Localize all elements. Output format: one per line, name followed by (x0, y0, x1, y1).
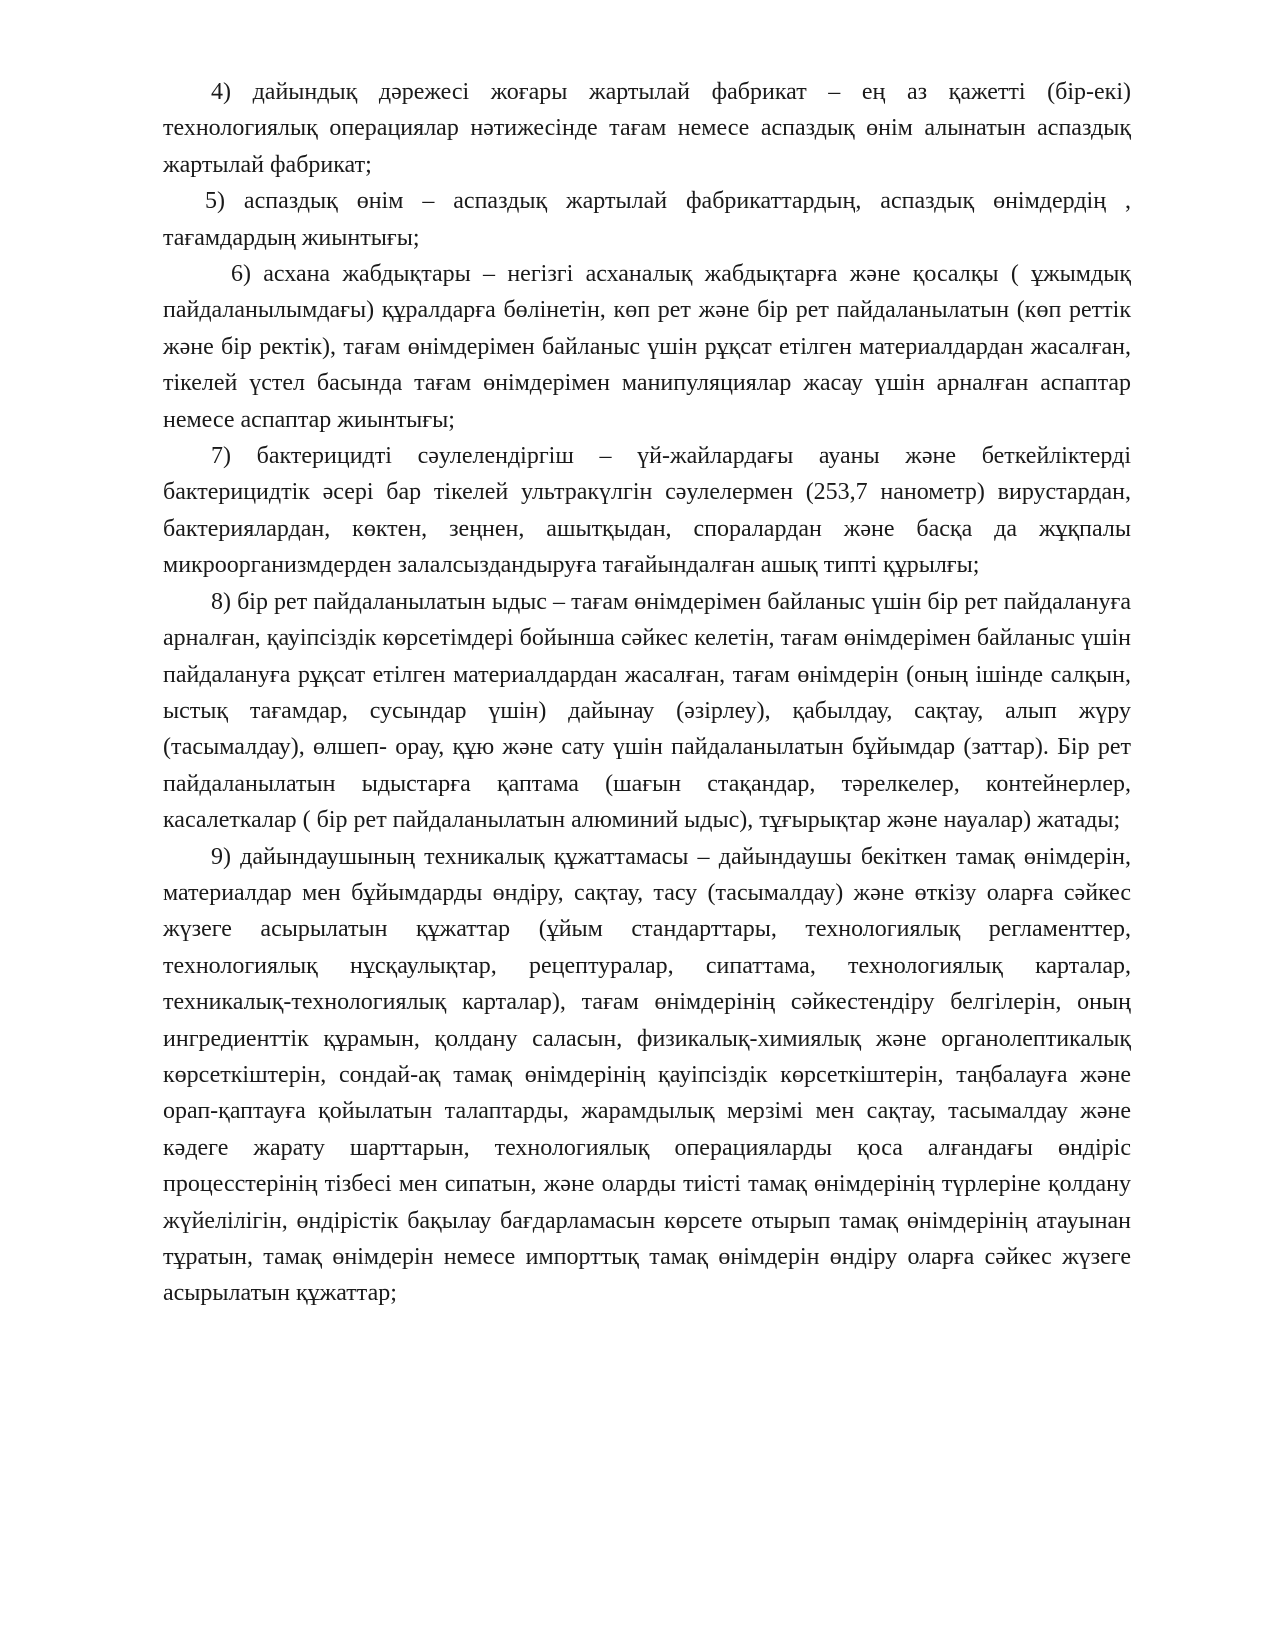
definition-item-6: 6) асхана жабдықтары – негізгі асханалық жабдықтарға және қосалқы ( ұжымдық пайдаланылымдағы) құралдарға бөлінетін, көп рет және бір рет пайдаланылатын (көп реттік және бір ректік), тағам өнімдерімен байланыс үшін рұқсат етілген материалдардан жасалған, тікелей үстел басында тағам өнімдерімен манипуляциялар жасау үшін арналған аспаптар немесе аспаптар жиынтығы; (163, 261, 1131, 433)
definition-item-7: 7) бактерицидті сәулелендіргіш – үй-жайлардағы ауаны және беткейліктерді бактерицидтік әсері бар тікелей ультракүлгін сәулелермен (253,7 нанометр) вирустардан, бактериялардан, көктен, зеңнен, ашытқыдан, споралардан және басқа да жұқпалы микроорганизмдерден залалсыздандыруға тағайындалған ашық типті құрылғы; (163, 443, 1131, 579)
definition-item-4: 4) дайындық дәрежесі жоғары жартылай фабрикат – ең аз қажетті (бір-екі) технологиялық операциялар нәтижесінде тағам немесе аспаздық өнім алынатын аспаздық жартылай фабрикат; (163, 79, 1131, 178)
definition-item-9: 9) дайындаушының техникалық құжаттамасы – дайындаушы бекіткен тамақ өнімдерін, материалдар мен бұйымдарды өндіру, сақтау, тасу (тасымалдау) және өткізу оларға сәйкес жүзеге асырылатын құжаттар (ұйым стандарттары, технологиялық регламенттер, технологиялық нұсқаулықтар, рецептуралар, сипаттама, технологиялық карталар, техникалық-технологиялық карталар), тағам өнімдерінің сәйкестендіру белгілерін, оның ингредиенттік құрамын, қолдану саласын, физикалық-химиялық және органолептикалық көрсеткіштерін, сондай-ақ тамақ өнімдерінің қауіпсіздік көрсеткіштерін, таңбалауға және орап-қаптауға қойылатын талаптарды, жарамдылық мерзімі мен сақтау, тасымалдау және кәдеге жарату шарттарын, технологиялық операцияларды қоса алғандағы өндіріс процесстерінің тізбесі мен сипатын, және оларды тиісті тамақ өнімдерінің түрлеріне қолдану жүйелілігін, өндірістік бақылау бағдарламасын көрсете отырып тамақ өнімдерінің атауынан тұратын, тамақ өнімдерін немесе импорттық тамақ өнімдерін өндіру оларға сәйкес жүзеге асырылатын құжаттар; (163, 843, 1131, 1307)
definition-item-5: 5) аспаздық өнім – аспаздық жартылай фабрикаттардың, аспаздық өнімдердің , тағамдардың жиынтығы; (163, 188, 1131, 251)
document-page (163, 74, 1131, 1312)
definition-item-8: 8) бір рет пайдаланылатын ыдыс – тағам өнімдерімен байланыс үшін бір рет пайдалануға арналған, қауіпсіздік көрсетімдері бойынша сәйкес келетін, тағам өнімдерімен байланыс үшін пайдалануға рұқсат етілген материалдардан жасалған, тағам өнімдерін (оның ішінде салқын, ыстық тағамдар, сусындар үшін) дайынау (әзірлеу), қабылдау, сақтау, алып жүру (тасымалдау), өлшеп- орау, құю және сату үшін пайдаланылатын бұйымдар (заттар). Бір рет пайдаланылатын ыдыстарға қаптама (шағын стақандар, тәрелкелер, контейнерлер, касалеткалар ( бір рет пайдаланылатын алюминий ыдыс), тұғырықтар және науалар) жатады; (163, 588, 1131, 834)
